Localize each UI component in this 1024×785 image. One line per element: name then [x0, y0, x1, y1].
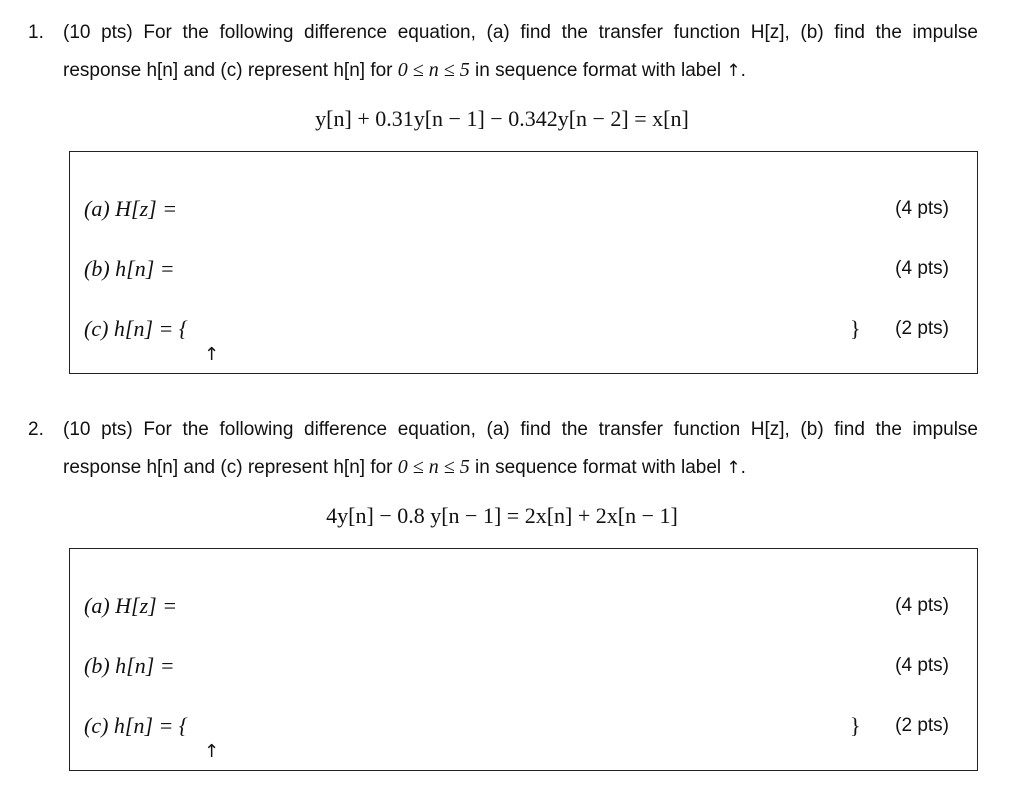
problem-statement-line1: (10 pts) For the following difference equation, (a) find the transfer function H[z], (b) find the impulse [63, 22, 978, 43]
problem-statement-line1: (10 pts) For the following difference equation, (a) find the transfer function H[z], (b) find the impulse [63, 419, 978, 440]
statement-text: in sequence format with label [469, 457, 727, 478]
problem-number: 2. [28, 419, 44, 440]
part-c-points: (2 pts) [895, 318, 949, 339]
statement-text: response h[n] and (c) represent h[n] for [63, 457, 398, 478]
part-a-points: (4 pts) [895, 198, 949, 219]
statement-text: in sequence format with label [469, 60, 727, 81]
sequence-close-brace: } [850, 316, 861, 341]
problem-statement-line2 [63, 456, 746, 479]
part-c-label: (c) h[n] = { [84, 713, 188, 738]
statement-period: . [740, 60, 746, 81]
sequence-close-brace: } [850, 713, 861, 738]
statement-text: response h[n] and (c) represent h[n] for [63, 60, 398, 81]
up-arrow-icon: ↑ [204, 344, 220, 365]
index-range: 0 ≤ n ≤ 5 [397, 456, 470, 478]
up-arrow-label-icon: ↑ [726, 458, 741, 478]
part-b-label: (b) h[n] = [84, 256, 175, 281]
answer-box [69, 548, 978, 771]
difference-equation: y[n] + 0.31y[n − 1] − 0.342y[n − 2] = x[n] [315, 106, 689, 131]
part-c-points: (2 pts) [895, 715, 949, 736]
statement-period: . [740, 457, 746, 478]
part-a-label: (a) H[z] = [84, 196, 178, 221]
part-c-label: (c) h[n] = { [84, 316, 188, 341]
part-b-label: (b) h[n] = [84, 653, 175, 678]
part-b-points: (4 pts) [895, 258, 949, 279]
up-arrow-label-icon: ↑ [726, 61, 741, 81]
part-a-points: (4 pts) [895, 595, 949, 616]
part-a-label: (a) H[z] = [84, 593, 178, 618]
up-arrow-icon: ↑ [204, 741, 220, 762]
answer-box [69, 151, 978, 374]
problem-number: 1. [28, 22, 44, 43]
part-b-points: (4 pts) [895, 655, 949, 676]
index-range: 0 ≤ n ≤ 5 [397, 59, 470, 81]
problem-statement-line2 [63, 59, 746, 82]
difference-equation: 4y[n] − 0.8 y[n − 1] = 2x[n] + 2x[n − 1] [326, 503, 678, 528]
